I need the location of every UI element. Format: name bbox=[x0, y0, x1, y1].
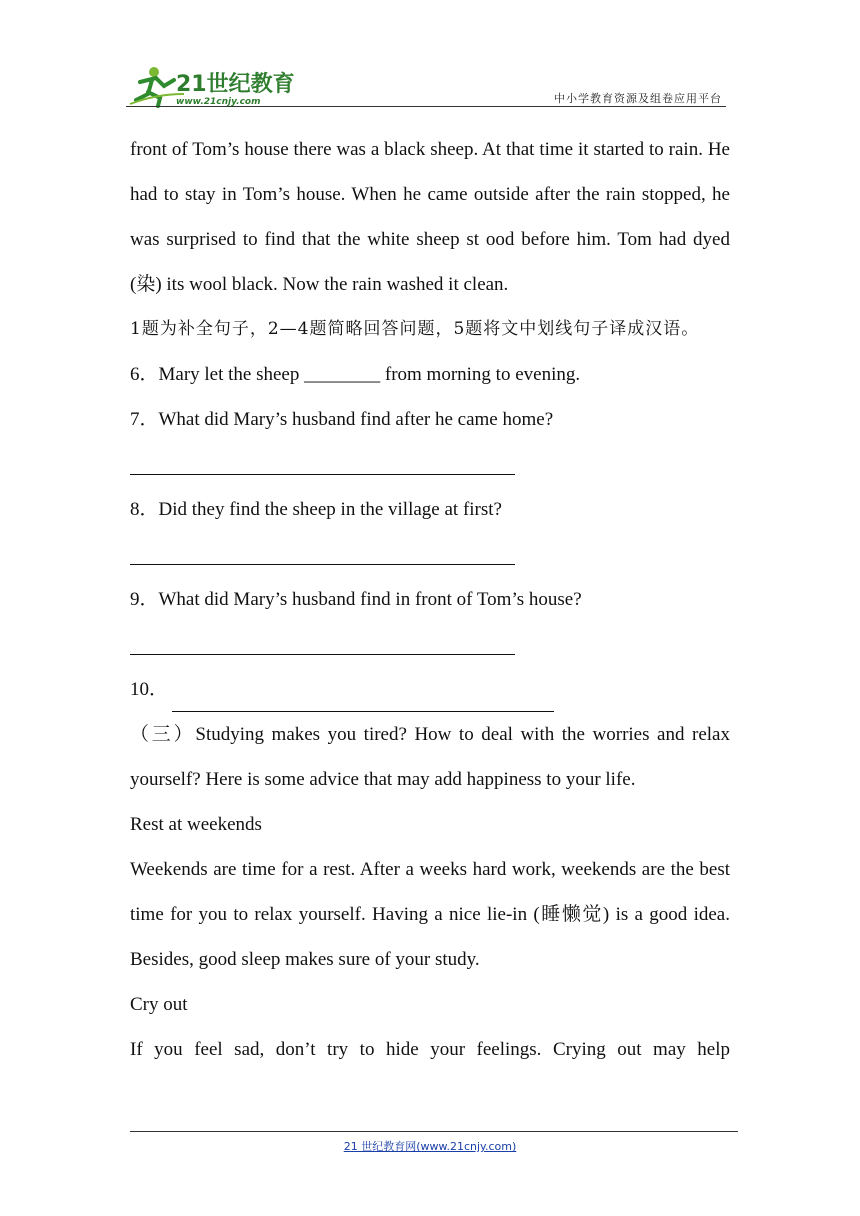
question-9: 9．What did Mary’s husband find in front of Tom’s house? bbox=[130, 589, 582, 610]
question-10 bbox=[130, 667, 730, 712]
answer-line-9[interactable] bbox=[130, 622, 730, 667]
answer-line-7[interactable] bbox=[130, 442, 730, 487]
question-8: 8．Did they find the sheep in the village at first? bbox=[130, 499, 502, 520]
question-6: 6．Mary let the sheep ________ from morning to evening. bbox=[130, 364, 581, 385]
footer-link[interactable]: 21 世纪教育网(www.21cnjy.com) bbox=[343, 1140, 517, 1153]
passage-paragraph: front of Tom’s house there was a black sheep. At that time it started to rain. He had to stay in Tom’s house. When he came outside after the rain stopped, he was surprised to find that the white sheep st ood before him. Tom had dyed (染) its wool black. Now the rain washed it clean. bbox=[130, 139, 730, 295]
question-10-number: 10． bbox=[130, 679, 169, 700]
document-body bbox=[130, 127, 730, 1072]
answer-line-10[interactable] bbox=[172, 687, 554, 712]
subheading-rest: Rest at weekends bbox=[130, 814, 262, 835]
instruction-text: 1题为补全句子，2—4题简略回答问题，5题将文中划线句子译成汉语。 bbox=[130, 319, 700, 339]
paragraph-cry: If you feel sad, don’t try to hide your feelings. Crying out may help bbox=[130, 1039, 730, 1060]
21cnjy-logo bbox=[126, 64, 296, 108]
footer-divider bbox=[130, 1131, 738, 1132]
paragraph-rest: Weekends are time for a rest. After a weeks hard work, weekends are the best time for you to relax yourself. Having a nice lie-in (睡懒觉) is a good idea. Besides, good sleep makes sure of your study. bbox=[130, 859, 730, 970]
header-divider bbox=[126, 106, 726, 107]
answer-line-8[interactable] bbox=[130, 532, 730, 577]
logo-url: www.21cnjy.com bbox=[176, 97, 261, 107]
page-header bbox=[0, 0, 860, 110]
question-7: 7．What did Mary’s husband find after he came home? bbox=[130, 409, 554, 430]
subheading-cry: Cry out bbox=[130, 994, 188, 1015]
section-3-intro: （三）Studying makes you tired? How to deal with the worries and relax yourself? Here is some advice that may add happiness to your life. bbox=[130, 724, 730, 790]
header-platform-text: 中小学教育资源及组卷应用平台 bbox=[554, 92, 722, 105]
logo-text: 21世纪教育 bbox=[176, 72, 295, 97]
